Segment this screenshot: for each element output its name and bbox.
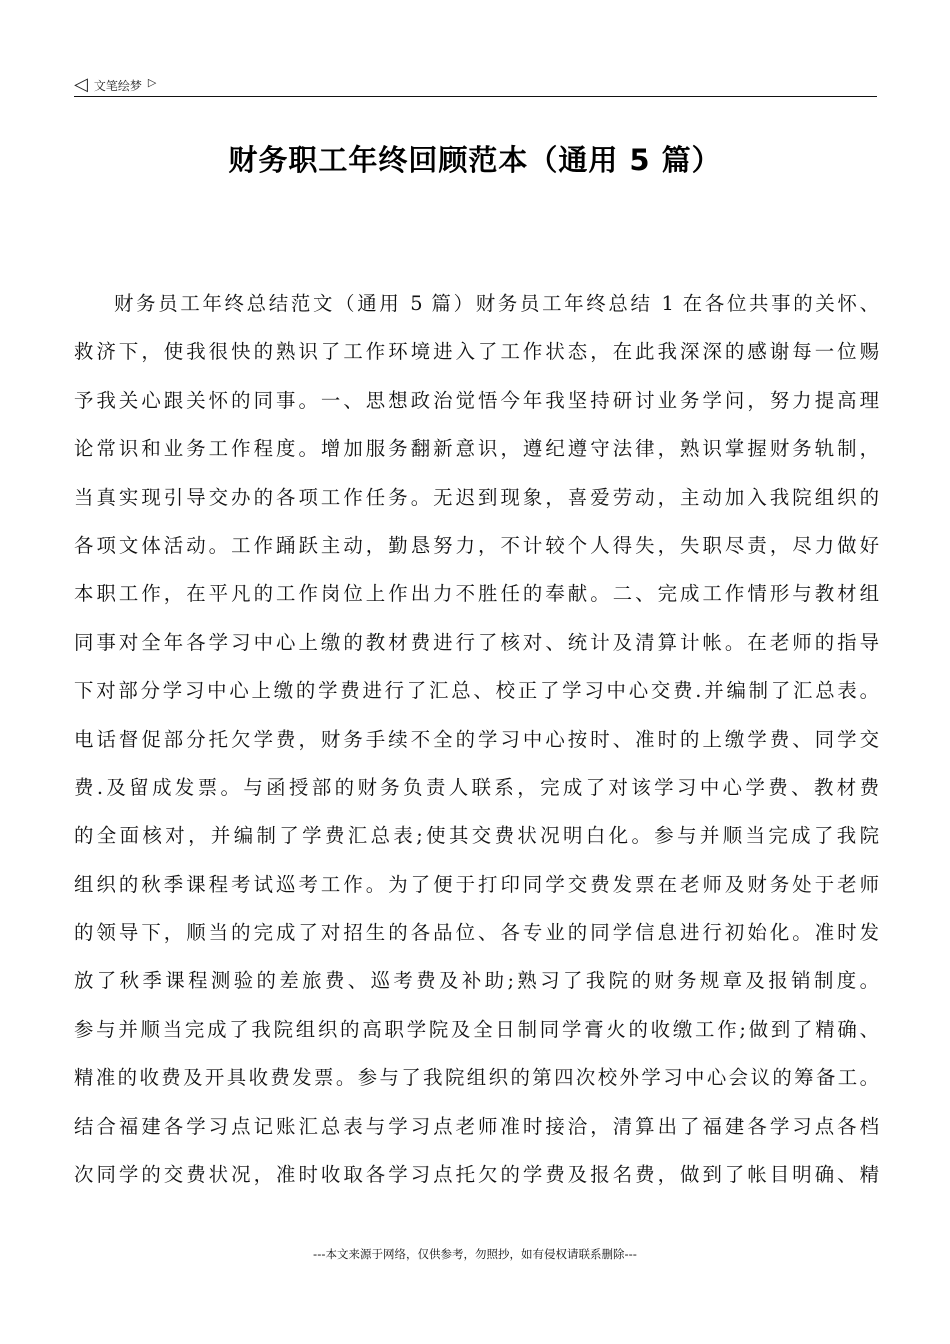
page-title: 财务职工年终回顾范本（通用 5 篇） [228,143,722,177]
body-line: 当真实现引导交办的各项工作任务。无迟到现象，喜爱劳动，主动加入我院组织的 [74,485,879,509]
body-line: 结合福建各学习点记账汇总表与学习点老师准时接洽，清算出了福建各学习点各档 [74,1114,879,1138]
body-line: 费.及留成发票。与函授部的财务负责人联系，完成了对该学习中心学费、教材费 [74,775,879,799]
body-line: 的领导下，顺当的完成了对招生的各品位、各专业的同学信息进行初始化。准时发 [74,921,879,945]
body-line: 放了秋季课程测验的差旅费、巡考费及补助;熟习了我院的财务规章及报销制度。 [74,969,879,993]
header-divider [74,96,877,97]
footer-note: ---本文来源于网络，仅供参考，勿照抄，如有侵权请联系删除--- [313,1247,637,1261]
body-line: 的全面核对，并编制了学费汇总表;使其交费状况明白化。参与并顺当完成了我院 [74,824,879,848]
body-line: 次同学的交费状况，准时收取各学习点托欠的学费及报名费，做到了帐目明确、精 [74,1163,879,1187]
body-line: 予我关心跟关怀的同事。一、思想政治觉悟今年我坚持研讨业务学问，努力提高理 [74,388,879,412]
body-line: 各项文体活动。工作踊跃主动，勤恳努力，不计较个人得失，失职尽责，尽力做好 [74,533,879,557]
header-label: 文笔绘梦 [93,78,142,93]
body-line: 财务员工年终总结范文（通用 5 篇）财务员工年终总结 1 在各位共事的关怀、 [114,292,879,315]
body-line: 本职工作，在平凡的工作岗位上作出力不胜任的奉献。二、完成工作情形与教材组 [74,582,879,606]
body-line: 电话督促部分托欠学费，财务手续不全的学习中心按时、准时的上缴学费、同学交 [74,727,879,751]
body-line: 下对部分学习中心上缴的学费进行了汇总、校正了学习中心交费.并编制了汇总表。 [74,679,879,703]
body-line: 同事对全年各学习中心上缴的教材费进行了核对、统计及清算计帐。在老师的指导 [74,630,879,654]
triangle-right-icon: ▷ [147,75,157,89]
body-line: 救济下，使我很快的熟识了工作环境进入了工作状态，在此我深深的感谢每一位赐 [74,340,879,364]
body-text [74,280,879,1199]
body-line: 参与并顺当完成了我院组织的高职学院及全日制同学膏火的收缴工作;做到了精确、 [74,1017,879,1041]
document-header [74,74,156,96]
triangle-left-icon: ◁ [74,74,88,95]
body-line: 精准的收费及开具收费发票。参与了我院组织的第四次校外学习中心会议的筹备工。 [74,1066,879,1090]
body-line: 组织的秋季课程考试巡考工作。为了便于打印同学交费发票在老师及财务处于老师 [74,872,879,896]
body-line: 论常识和业务工作程度。增加服务翻新意识，遵纪遵守法律，熟识掌握财务轨制， [74,437,879,461]
